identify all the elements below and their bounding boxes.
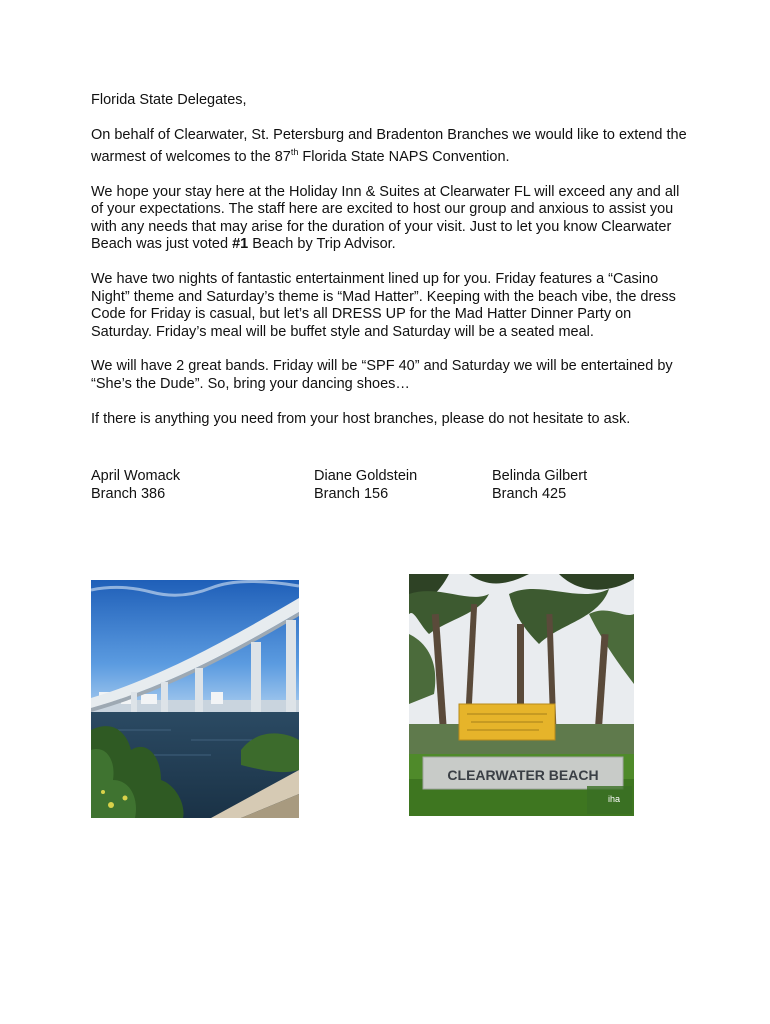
rank-bold: #1 [232,236,249,253]
signer-branch: Branch 156 [314,486,389,502]
beach-sign-text: CLEARWATER BEACH [447,767,599,783]
paragraph-bands: We will have 2 great bands. Friday will be “SPF 40” and Saturday we will be entertained by “She’s the Dude”. So, bring your dancing shoes… [91,358,673,392]
signature-april [91,467,180,503]
signer-name: Diane Goldstein [314,468,418,484]
signature-diane [314,467,417,503]
signer-name: Belinda Gilbert [492,468,588,484]
letter-body [91,92,691,445]
paragraph-closing: If there is anything you need from your host branches, please do not hesitate to ask. [91,410,631,427]
ordinal-suffix: th [290,147,299,158]
clearwater-beach-photo [409,574,634,816]
paragraph-hotel: We hope your stay here at the Holiday Inn & Suites at Clearwater FL will exceed any and all of your expectations. The staff here are excited to host our group and anxious to assist you with any needs that may arise for the duration of your visit. Just to let you know Clearwater Beach was just voted #1 Beach by Trip Advisor. [91,183,680,253]
iha-logo-text: iha [607,794,621,804]
paragraph-entertainment: We have two nights of fantastic entertainment lined up for you. Friday features a “Casino Night” theme and Saturday’s theme is “Mad Hatter”. Keeping with the beach vibe, the dress Code for Friday is casual, but let’s all DRESS UP for the Mad Hatter Dinner Party on Saturday. Friday’s meal will be buffet style and Saturday will be a seated meal. [91,270,676,340]
signature-belinda [492,467,587,503]
signer-branch: Branch 425 [492,486,567,502]
signer-branch: Branch 386 [91,486,166,502]
signer-name: April Womack [91,468,181,484]
salutation: Florida State Delegates, [91,92,247,108]
paragraph-welcome: On behalf of Clearwater, St. Petersburg and Bradenton Branches we would like to extend the warmest of welcomes to the 87th Florida State NAPS Convention. [91,126,687,166]
bridge-photo [91,580,299,818]
